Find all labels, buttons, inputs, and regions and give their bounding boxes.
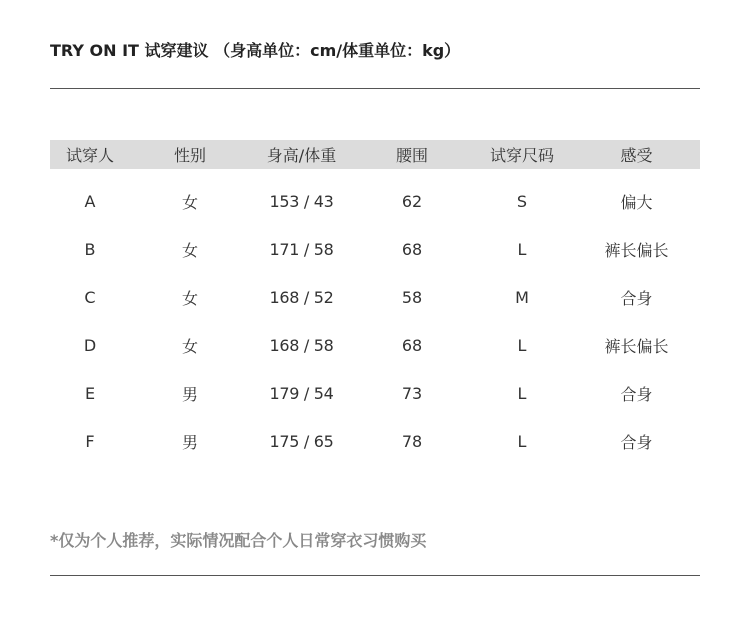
cell-waist: 58 bbox=[401, 287, 423, 307]
table-body bbox=[50, 169, 700, 465]
cell-tester: E bbox=[84, 383, 96, 403]
cell-size: L bbox=[517, 431, 527, 451]
cell-size: L bbox=[517, 383, 527, 403]
cell-gender: 女 bbox=[181, 240, 198, 260]
header-row bbox=[50, 140, 700, 169]
cell-waist: 78 bbox=[401, 431, 423, 451]
table-row bbox=[50, 369, 700, 417]
column-header-waist: 腰围 bbox=[353, 140, 471, 169]
cell-tester: C bbox=[84, 287, 96, 307]
try-on-table bbox=[50, 140, 700, 465]
cell-gender: 男 bbox=[181, 384, 198, 404]
cell-gender: 女 bbox=[181, 192, 198, 212]
cell-size: L bbox=[517, 239, 527, 259]
table-header bbox=[50, 140, 700, 169]
cell-feeling: 合身 bbox=[620, 432, 653, 452]
cell-gender: 男 bbox=[181, 432, 198, 452]
table-row bbox=[50, 417, 700, 465]
cell-feeling: 合身 bbox=[620, 384, 653, 404]
cell-feeling: 偏大 bbox=[620, 192, 653, 212]
cell-waist: 68 bbox=[401, 335, 423, 355]
column-header-feeling: 感受 bbox=[573, 140, 700, 169]
column-header-gender: 性别 bbox=[130, 140, 250, 169]
cell-gender: 女 bbox=[181, 336, 198, 356]
cell-tester: D bbox=[83, 335, 97, 355]
column-header-height-weight: 身高/体重 bbox=[250, 140, 353, 169]
cell-height-weight: 179 / 54 bbox=[269, 383, 334, 403]
bottom-divider bbox=[50, 575, 700, 576]
cell-tester: A bbox=[84, 191, 96, 211]
recommendation-note: *仅为个人推荐，实际情况配合个人日常穿衣习惯购买 bbox=[50, 531, 427, 550]
top-divider bbox=[50, 88, 700, 89]
page-title: TRY ON IT 试穿建议 （身高单位：cm/体重单位：kg） bbox=[50, 41, 461, 60]
cell-feeling: 裤长偏长 bbox=[604, 336, 669, 356]
table-row bbox=[50, 169, 700, 225]
cell-waist: 73 bbox=[401, 383, 423, 403]
column-header-tester: 试穿人 bbox=[50, 140, 130, 169]
cell-tester: F bbox=[85, 431, 95, 451]
cell-gender: 女 bbox=[181, 288, 198, 308]
cell-size: S bbox=[516, 191, 528, 211]
column-header-size: 试穿尺码 bbox=[471, 140, 573, 169]
cell-feeling: 裤长偏长 bbox=[604, 240, 669, 260]
cell-height-weight: 175 / 65 bbox=[269, 431, 334, 451]
cell-height-weight: 168 / 58 bbox=[269, 335, 334, 355]
table-row bbox=[50, 273, 700, 321]
table-row bbox=[50, 321, 700, 369]
cell-size: L bbox=[517, 335, 527, 355]
cell-feeling: 合身 bbox=[620, 288, 653, 308]
cell-height-weight: 153 / 43 bbox=[269, 191, 334, 211]
cell-size: M bbox=[515, 287, 529, 307]
table-row bbox=[50, 225, 700, 273]
cell-height-weight: 168 / 52 bbox=[269, 287, 334, 307]
cell-height-weight: 171 / 58 bbox=[269, 239, 334, 259]
cell-waist: 62 bbox=[401, 191, 423, 211]
cell-waist: 68 bbox=[401, 239, 423, 259]
cell-tester: B bbox=[84, 239, 96, 259]
